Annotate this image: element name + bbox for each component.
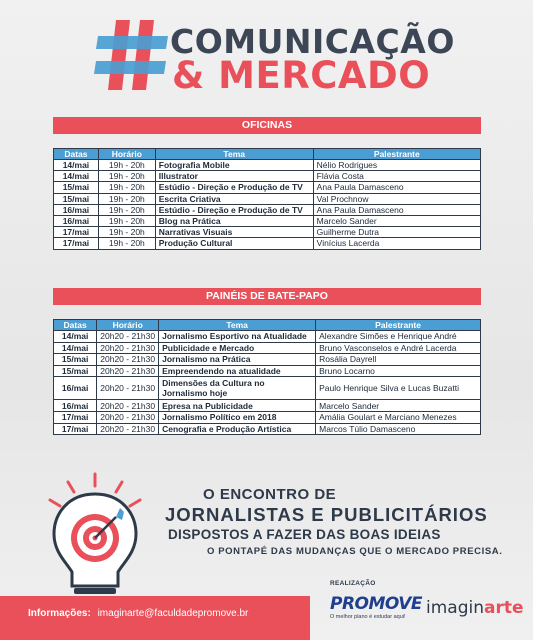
topic-cell: Jornalismo na Prática — [159, 354, 316, 366]
time-cell: 19h - 20h — [98, 227, 155, 238]
info-label: Informações: — [28, 608, 91, 619]
date-cell: 14/mai — [54, 342, 97, 354]
time-cell: 20h20 - 21h30 — [97, 354, 159, 366]
table-row — [54, 331, 481, 343]
date-cell: 16/mai — [54, 215, 99, 226]
column-header-palestrante: Palestrante — [316, 320, 481, 331]
speaker-cell: Flávia Costa — [313, 171, 480, 182]
table-header-row — [54, 149, 481, 160]
tagline — [165, 486, 525, 557]
time-cell: 20h20 - 21h30 — [97, 377, 159, 400]
table-row — [54, 411, 481, 423]
table-row — [54, 171, 481, 182]
date-cell: 17/mai — [54, 227, 99, 238]
date-cell: 16/mai — [54, 400, 97, 412]
table-row — [54, 423, 481, 435]
table-row — [54, 160, 481, 171]
time-cell: 20h20 - 21h30 — [97, 423, 159, 435]
paineis-banner: PAINÉIS DE BATE-PAPO — [53, 288, 481, 305]
date-cell: 15/mai — [54, 182, 99, 193]
table-row — [54, 400, 481, 412]
oficinas-table — [53, 148, 481, 250]
speaker-cell: Ana Paula Damasceno — [313, 182, 480, 193]
time-cell: 19h - 20h — [98, 182, 155, 193]
tagline-line-2: JORNALISTAS E PUBLICITÁRIOS — [165, 504, 488, 525]
speaker-cell: Val Prochnow — [313, 193, 480, 204]
date-cell: 14/mai — [54, 171, 99, 182]
date-cell: 17/mai — [54, 238, 99, 249]
time-cell: 20h20 - 21h30 — [97, 365, 159, 377]
date-cell: 14/mai — [54, 331, 97, 343]
table-row — [54, 342, 481, 354]
speaker-cell: Nélio Rodrigues — [313, 160, 480, 171]
contact-email-link[interactable]: imaginarte@faculdadepromove.br — [97, 608, 249, 619]
topic-cell: Cenografia e Produção Artística — [159, 423, 316, 435]
time-cell: 20h20 - 21h30 — [97, 342, 159, 354]
date-cell: 17/mai — [54, 423, 97, 435]
time-cell: 20h20 - 21h30 — [97, 331, 159, 343]
promove-logo — [330, 594, 423, 626]
table-row — [54, 215, 481, 226]
table-row — [54, 182, 481, 193]
realizacao-label: REALIZAÇÃO — [330, 580, 376, 587]
topic-cell: Jornalismo Esportivo na Atualidade — [159, 331, 316, 343]
imaginarte-wordmark-part1: imagin — [426, 598, 484, 618]
column-header-horario: Horário — [98, 149, 155, 160]
speaker-cell: Marcelo Sander — [313, 215, 480, 226]
speaker-cell: Rosália Dayrell — [316, 354, 481, 366]
topic-cell: Estúdio - Direção e Produção de TV — [155, 204, 313, 215]
speaker-cell: Vinícius Lacerda — [313, 238, 480, 249]
speaker-cell: Alexandre Simões e Henrique André — [316, 331, 481, 343]
time-cell: 20h20 - 21h30 — [97, 400, 159, 412]
speaker-cell: Guilherme Dutra — [313, 227, 480, 238]
table-row — [54, 365, 481, 377]
table-header-row — [54, 320, 481, 331]
speaker-cell: Ana Paula Damasceno — [313, 204, 480, 215]
column-header-horario: Horário — [97, 320, 159, 331]
date-cell: 14/mai — [54, 160, 99, 171]
tagline-line-1: O ENCONTRO DE — [203, 486, 337, 503]
topic-cell: Estúdio - Direção e Produção de TV — [155, 182, 313, 193]
topic-cell: Escrita Criativa — [155, 193, 313, 204]
speaker-cell: Amália Goulart e Marciano Menezes — [316, 411, 481, 423]
oficinas-banner: OFICINAS — [53, 117, 481, 134]
time-cell: 19h - 20h — [98, 204, 155, 215]
topic-cell: Empreendendo na atualidade — [159, 365, 316, 377]
column-header-palestrante: Palestrante — [313, 149, 480, 160]
tagline-line-3: DISPOSTOS A FAZER DAS BOAS IDEIAS — [168, 527, 441, 542]
column-header-tema: Tema — [159, 320, 316, 331]
footer-info — [28, 608, 248, 619]
table-row — [54, 354, 481, 366]
topic-cell: Fotografia Mobile — [155, 160, 313, 171]
date-cell: 16/mai — [54, 377, 97, 400]
speaker-cell: Bruno Vasconselos e André Lacerda — [316, 342, 481, 354]
topic-cell: Illustrator — [155, 171, 313, 182]
hashtag-icon — [94, 16, 170, 94]
column-header-tema: Tema — [155, 149, 313, 160]
date-cell: 17/mai — [54, 411, 97, 423]
time-cell: 19h - 20h — [98, 171, 155, 182]
table-row — [54, 193, 481, 204]
time-cell: 20h20 - 21h30 — [97, 411, 159, 423]
date-cell: 15/mai — [54, 365, 97, 377]
paineis-table — [53, 319, 481, 435]
topic-cell: Dimensões da Cultura no Jornalismo hoje — [159, 377, 316, 400]
table-row — [54, 204, 481, 215]
topic-cell: Publicidade e Mercado — [159, 342, 316, 354]
topic-cell: Produção Cultural — [155, 238, 313, 249]
date-cell: 15/mai — [54, 193, 99, 204]
time-cell: 19h - 20h — [98, 215, 155, 226]
table-row — [54, 227, 481, 238]
topic-cell: Blog na Prática — [155, 215, 313, 226]
topic-cell: Jornalismo Político em 2018 — [159, 411, 316, 423]
topic-cell: Epresa na Publicidade — [159, 400, 316, 412]
title-line-2: & MERCADO — [172, 54, 431, 97]
tagline-line-4: O PONTAPÉ DAS MUDANÇAS QUE O MERCADO PRECISA. — [207, 546, 503, 557]
title-line-1: COMUNICAÇÃO — [170, 22, 455, 61]
imaginarte-wordmark-part2: arte — [484, 598, 524, 618]
date-cell: 15/mai — [54, 354, 97, 366]
column-header-datas: Datas — [54, 320, 97, 331]
time-cell: 19h - 20h — [98, 193, 155, 204]
time-cell: 19h - 20h — [98, 238, 155, 249]
date-cell: 16/mai — [54, 204, 99, 215]
speaker-cell: Marcelo Sander — [316, 400, 481, 412]
column-header-datas: Datas — [54, 149, 99, 160]
table-row — [54, 377, 481, 400]
time-cell: 19h - 20h — [98, 160, 155, 171]
promove-slogan: O melhor plano é estudar aqui! — [330, 614, 406, 620]
imaginarte-logo — [426, 598, 524, 618]
header — [0, 0, 533, 110]
promove-wordmark: PROMOVE — [330, 594, 423, 614]
table-row — [54, 238, 481, 249]
speaker-cell: Paulo Henrique Silva e Lucas Buzatti — [316, 377, 481, 400]
topic-cell: Narrativas Visuais — [155, 227, 313, 238]
speaker-cell: Bruno Locarno — [316, 365, 481, 377]
speaker-cell: Marcos Túlio Damasceno — [316, 423, 481, 435]
